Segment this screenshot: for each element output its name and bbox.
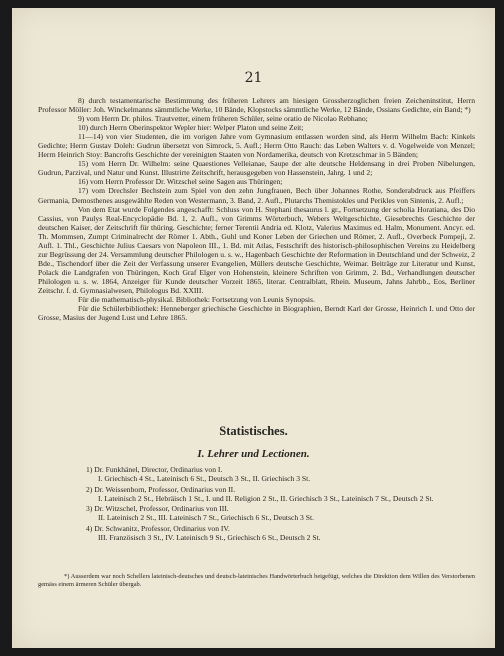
teacher-name: 1) Dr. Funkhänel, Director, Ordinarius von I. [86, 465, 223, 474]
paragraph: 8) durch testamentarische Bestimmung des früheren Lehrers am hiesigen Grossherzoglichen freien Zeicheninstitut, Herrn Professor Möller: Joh. Winckelmanns sämmtliche Werke, 10 Bände, Klopstocks sämmtliche Werke, 12 Bände, Ossians Gedichte, ein Band; *) [38, 96, 475, 115]
teacher-name: 3) Dr. Witzschel, Professor, Ordinarius von III. [86, 504, 229, 514]
teacher-name: 4) Dr. Schwanitz, Professor, Ordinarius von IV. [86, 523, 230, 533]
teacher-name: 2) Dr. Weissenborn, Professor, Ordinarius von II. [86, 484, 236, 494]
section-subheading: I. Lehrer und Lectionen. [197, 448, 310, 460]
library-acquisitions-text [38, 96, 475, 322]
teacher-lessons: III. Französisch 3 St., IV. Lateinisch 9 St., Griechisch 6 St., Deutsch 2 St. [98, 532, 321, 542]
paragraph: 17) vom Drechsler Bechstein zum Spiel von den zehn Jungfrauen, Bech über Johannes Rothe, Sonderabdruck aus Pfeiffers Germania, Demosthenes ausgewählte Reden von Westermann, 3. Band, 2. Aufl., Plutarchs Themistokles und Perikles von Sintenis, 2. Aufl.; [38, 186, 475, 205]
section-heading: Statistisches. [219, 424, 288, 438]
paragraph: 9) vom Herrn Dr. philos. Trautvetter, einem früheren Schüler, seine oratio de Nicolao Rebhano; [78, 114, 368, 124]
teacher-lessons: I. Lateinisch 2 St., Hebräisch 1 St., I. und II. Religion 2 St., II. Griechisch 3 St., Lateinisch 7 St., Deutsch 2 St. [98, 493, 434, 503]
teacher-entry [38, 465, 475, 483]
book-page [12, 8, 495, 648]
paragraph: Für die mathematisch-physikal. Bibliothek: Fortsetzung von Leunis Synopsis. [78, 295, 315, 305]
teacher-list [38, 465, 475, 543]
paragraph: 16) vom Herrn Professor Dr. Witzschel seine Sagen aus Thüringen; [78, 177, 283, 187]
paragraph: 15) vom Herrn Dr. Wilhelm: seine Quaestiones Velleianae, Saupe der alte deutsche Heldensang in drei Proben Nibelungen, Gudrun, Parzival, und Natur und Kunst. Illustrirte Zeitschrift, herausgegeben von Hassenstein, Jahrg. 1 und 2; [38, 159, 475, 178]
teacher-entry [38, 485, 475, 503]
paragraph: 10) durch Herrn Oberinspektor Wepler hier: Welper Platon und seine Zeit; [78, 123, 304, 133]
paragraph: Von dem Etat wurde Folgendes angeschafft: Schluss von H. Stephani thesaurus l. gr., Fortsetzung der scholia Horatiana, des Dio Cassius, von Paulys Real-Encyclopädie Bd. 1, 2. Aufl., von Grimms Wörterbuch, Webers Weltgeschichte, Giesebrechts Geschichte der deutschen Kaiser, der Zeitschrift für thüring. Geschichte; ferner Terentii Andria ed. Klotz, Valerius Maximus ed. Halm, Monument. Ancyr. ed. Th. Mommsen, Zumpt Criminalrecht der Römer 1. Abth., Guhl und Koner Leben der Griechen und Römer, 2. Aufl., Overbeck Pompeji, 2. Aufl. 1. Thl., Geschichte Julius Caesars von Napoleon III., 1. Bd. mit Atlas, Festschrift des historisch-philosophischen Vereins zu Heidelberg zur Begrüssung der 24. Versammlung deutscher Philologen u. s. w., Hagenbach Geschichte der Reformation in Deutschland und der Schweiz, 2 Bde., Tischendorf über die Zeit der Verfassung unserer Evangelien, Müllers deutsche Geschichte, Weimar. Beiträge zur Literatur und Kunst, Polack die Landgrafen von Thüringen, Koch Graf Elger von Hohenstein, kleinere Schriften von Grimm, 2. Bd., Verhandlungen deutscher Philologen u. s. w. 1864, Anzeiger für Kunde deutscher Vorzeit 1865, literar. Centralblatt, Rhein. Museum, Jahns Jahrbb., Eos, Berliner Zeitschr. f. d. Gymnasialwesen, Philologus Bd. XXIII. [38, 204, 475, 295]
teacher-entry [38, 504, 475, 522]
paragraph: 11—14) von vier Studenten, die im vorigen Jahre vom Gymnasium entlassen worden sind, als Herrn Wilhelm Bach: Kinkels Gedichte; Herrn Gustav Doleh: Gudrun übersetzt von Simrock, 5. Aufl.; Herrn Otto Rauch: das Leben Walters v. d. Vogelweide von Menzel; Herrn Heinrich Stoy: Bancrofts Geschichte der vereinigten Staaten von Nordamerika, deutsch von Kretzschmar in 5 Bänden; [38, 132, 475, 160]
teacher-lessons: I. Griechisch 4 St., Lateinisch 6 St., Deutsch 3 St., II. Griechisch 3 St. [98, 474, 311, 484]
paragraph: Für die Schülerbibliothek: Henneberger griechische Geschichte in Biographien, Berndt Karl der Grosse, Heinrich I. und Otto der Grosse, Masius der Jugend Lust und Lehre 1865. [38, 304, 475, 323]
page-number: 21 [244, 70, 263, 86]
teacher-lessons: II. Lateinisch 2 St., III. Lateinisch 7 St., Griechisch 6 St., Deutsch 3 St. [98, 513, 314, 523]
teacher-entry [38, 524, 475, 542]
footnote: *) Ausserdem war noch Schellers lateinisch-deutsches und deutsch-lateinisches Handwörterbuch beigefügt, welches die Direktion dem Willen des Verstorbenen gemäss einem ärmeren Schüler übergab. [38, 573, 475, 588]
